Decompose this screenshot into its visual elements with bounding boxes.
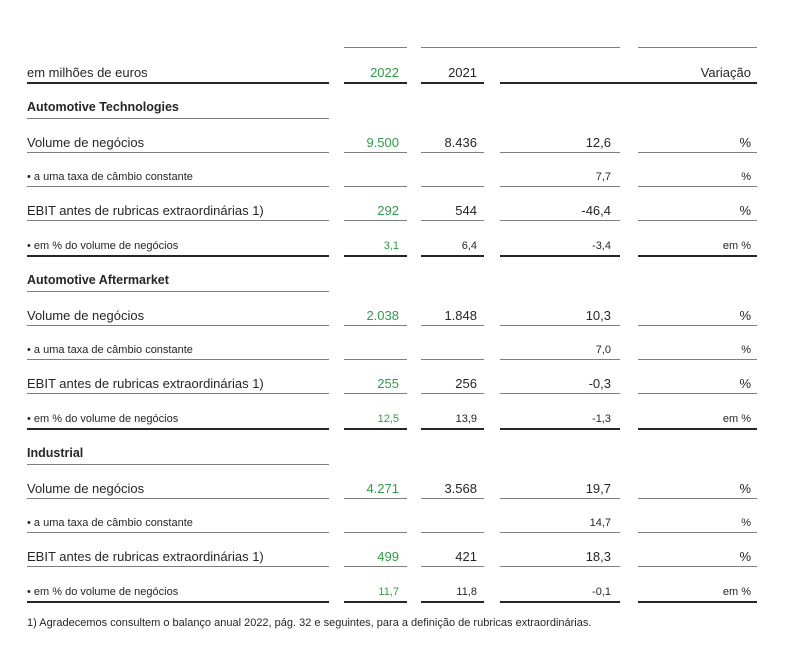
value-2021: 13,9	[455, 413, 477, 425]
row-label: Volume de negócios	[27, 481, 145, 496]
variation-value: -1,3	[592, 413, 611, 425]
row-rule-variation	[500, 325, 620, 326]
row-rule-2022	[344, 498, 407, 499]
value-2021: 1.848	[444, 308, 477, 323]
row-rule-2021	[421, 186, 484, 187]
col-header-variation: Variação	[700, 65, 751, 80]
row-rule-label	[27, 325, 329, 326]
header-rule-2021	[421, 82, 484, 84]
row-rule-variation	[500, 566, 620, 567]
row-rule-2021	[421, 220, 484, 221]
row-rule-variation	[500, 152, 620, 153]
row-rule-2021	[421, 532, 484, 533]
variation-unit: %	[739, 203, 751, 218]
value-2022: 11,7	[378, 586, 399, 598]
variation-value: -0,3	[588, 376, 611, 391]
row-label: • a uma taxa de câmbio constante	[27, 517, 193, 529]
variation-unit: %	[739, 481, 751, 496]
row-rule-unit	[638, 255, 757, 257]
section-title-rule	[27, 464, 329, 465]
row-rule-2022	[344, 186, 407, 187]
value-2022: 3,1	[383, 240, 399, 252]
row-label: • em % do volume de negócios	[27, 413, 179, 425]
row-rule-label	[27, 186, 329, 187]
row-rule-unit	[638, 498, 757, 499]
row-rule-label	[27, 255, 329, 257]
row-rule-unit	[638, 428, 757, 430]
variation-value: 7,0	[595, 344, 611, 356]
section-title-rule	[27, 291, 329, 292]
row-rule-2021	[421, 601, 484, 603]
value-2021: 11,8	[456, 586, 477, 598]
row-rule-2021	[421, 566, 484, 567]
row-label: • a uma taxa de câmbio constante	[27, 344, 193, 356]
row-rule-2022	[344, 428, 407, 430]
row-rule-variation	[500, 532, 620, 533]
variation-unit: %	[741, 344, 751, 356]
variation-unit: %	[739, 376, 751, 391]
row-rule-variation	[500, 601, 620, 603]
row-rule-2021	[421, 255, 484, 257]
variation-value: -46,4	[581, 203, 611, 218]
row-rule-2021	[421, 393, 484, 394]
row-rule-label	[27, 498, 329, 499]
row-label: Volume de negócios	[27, 308, 145, 323]
row-rule-unit	[638, 532, 757, 533]
header-rule-variation	[500, 82, 757, 84]
value-2022: 292	[377, 203, 399, 218]
row-rule-label	[27, 428, 329, 430]
variation-unit: em %	[722, 413, 751, 425]
variation-value: 12,6	[585, 135, 611, 150]
row-rule-label	[27, 359, 329, 360]
row-rule-unit	[638, 186, 757, 187]
row-rule-label	[27, 566, 329, 567]
row-rule-2022	[344, 325, 407, 326]
top-rule-2022	[344, 47, 407, 48]
row-rule-2021	[421, 325, 484, 326]
variation-value: -3,4	[592, 240, 611, 252]
row-rule-variation	[500, 498, 620, 499]
row-rule-label	[27, 532, 329, 533]
value-2021: 256	[455, 376, 477, 391]
row-rule-label	[27, 393, 329, 394]
row-rule-unit	[638, 359, 757, 360]
row-label: EBIT antes de rubricas extraordinárias 1)	[27, 376, 264, 391]
row-rule-2022	[344, 255, 407, 257]
row-rule-variation	[500, 186, 620, 187]
row-rule-2022	[344, 566, 407, 567]
value-2022: 12,5	[377, 413, 399, 425]
footnote: 1) Agradecemos consultem o balanço anual 2022, pág. 32 e seguintes, para a definição de rubricas extraordinárias.	[27, 617, 592, 629]
col-header-2021: 2021	[448, 65, 477, 80]
row-rule-unit	[638, 152, 757, 153]
row-label: • a uma taxa de câmbio constante	[27, 171, 193, 183]
value-2022: 9.500	[366, 135, 399, 150]
value-2022: 255	[377, 376, 399, 391]
row-rule-2022	[344, 532, 407, 533]
row-label: EBIT antes de rubricas extraordinárias 1)	[27, 549, 264, 564]
row-rule-variation	[500, 220, 620, 221]
col-header-2022: 2022	[370, 65, 399, 80]
variation-value: 10,3	[585, 308, 611, 323]
row-rule-2022	[344, 220, 407, 221]
value-2022: 4.271	[366, 481, 399, 496]
value-2022: 2.038	[366, 308, 399, 323]
row-label: EBIT antes de rubricas extraordinárias 1)	[27, 203, 264, 218]
row-rule-variation	[500, 255, 620, 257]
variation-value: 18,3	[585, 549, 611, 564]
row-rule-label	[27, 152, 329, 153]
row-rule-2022	[344, 152, 407, 153]
section-title: Automotive Aftermarket	[27, 273, 169, 287]
variation-unit: %	[739, 308, 751, 323]
unit-label: em milhões de euros	[27, 65, 148, 80]
row-rule-2022	[344, 393, 407, 394]
row-rule-variation	[500, 428, 620, 430]
value-2021: 3.568	[444, 481, 477, 496]
row-rule-2021	[421, 498, 484, 499]
row-rule-2021	[421, 152, 484, 153]
variation-value: 7,7	[595, 171, 611, 183]
variation-unit: em %	[722, 586, 751, 598]
row-rule-label	[27, 220, 329, 221]
section-title: Automotive Technologies	[27, 100, 179, 114]
row-label: • em % do volume de negócios	[27, 240, 179, 252]
value-2021: 421	[455, 549, 477, 564]
variation-unit: %	[741, 517, 751, 529]
variation-unit: %	[739, 135, 751, 150]
value-2021: 8.436	[444, 135, 477, 150]
row-rule-2021	[421, 428, 484, 430]
row-rule-unit	[638, 601, 757, 603]
section-title-rule	[27, 118, 329, 119]
row-rule-unit	[638, 325, 757, 326]
top-rule-unit	[638, 47, 757, 48]
variation-unit: %	[741, 171, 751, 183]
row-rule-unit	[638, 393, 757, 394]
header-rule-2022	[344, 82, 407, 84]
top-rule-2021-variation	[421, 47, 620, 48]
row-rule-2022	[344, 601, 407, 603]
variation-value: 19,7	[585, 481, 611, 496]
value-2022: 499	[377, 549, 399, 564]
row-label: • em % do volume de negócios	[27, 586, 179, 598]
value-2021: 6,4	[461, 240, 477, 252]
row-rule-variation	[500, 393, 620, 394]
variation-unit: %	[739, 549, 751, 564]
row-rule-label	[27, 601, 329, 603]
variation-value: -0,1	[592, 586, 611, 598]
variation-value: 14,7	[589, 517, 611, 529]
value-2021: 544	[455, 203, 477, 218]
row-rule-variation	[500, 359, 620, 360]
row-rule-2022	[344, 359, 407, 360]
row-label: Volume de negócios	[27, 135, 145, 150]
header-rule-label	[27, 82, 329, 84]
row-rule-unit	[638, 220, 757, 221]
section-title: Industrial	[27, 446, 84, 460]
row-rule-unit	[638, 566, 757, 567]
variation-unit: em %	[722, 240, 751, 252]
row-rule-2021	[421, 359, 484, 360]
